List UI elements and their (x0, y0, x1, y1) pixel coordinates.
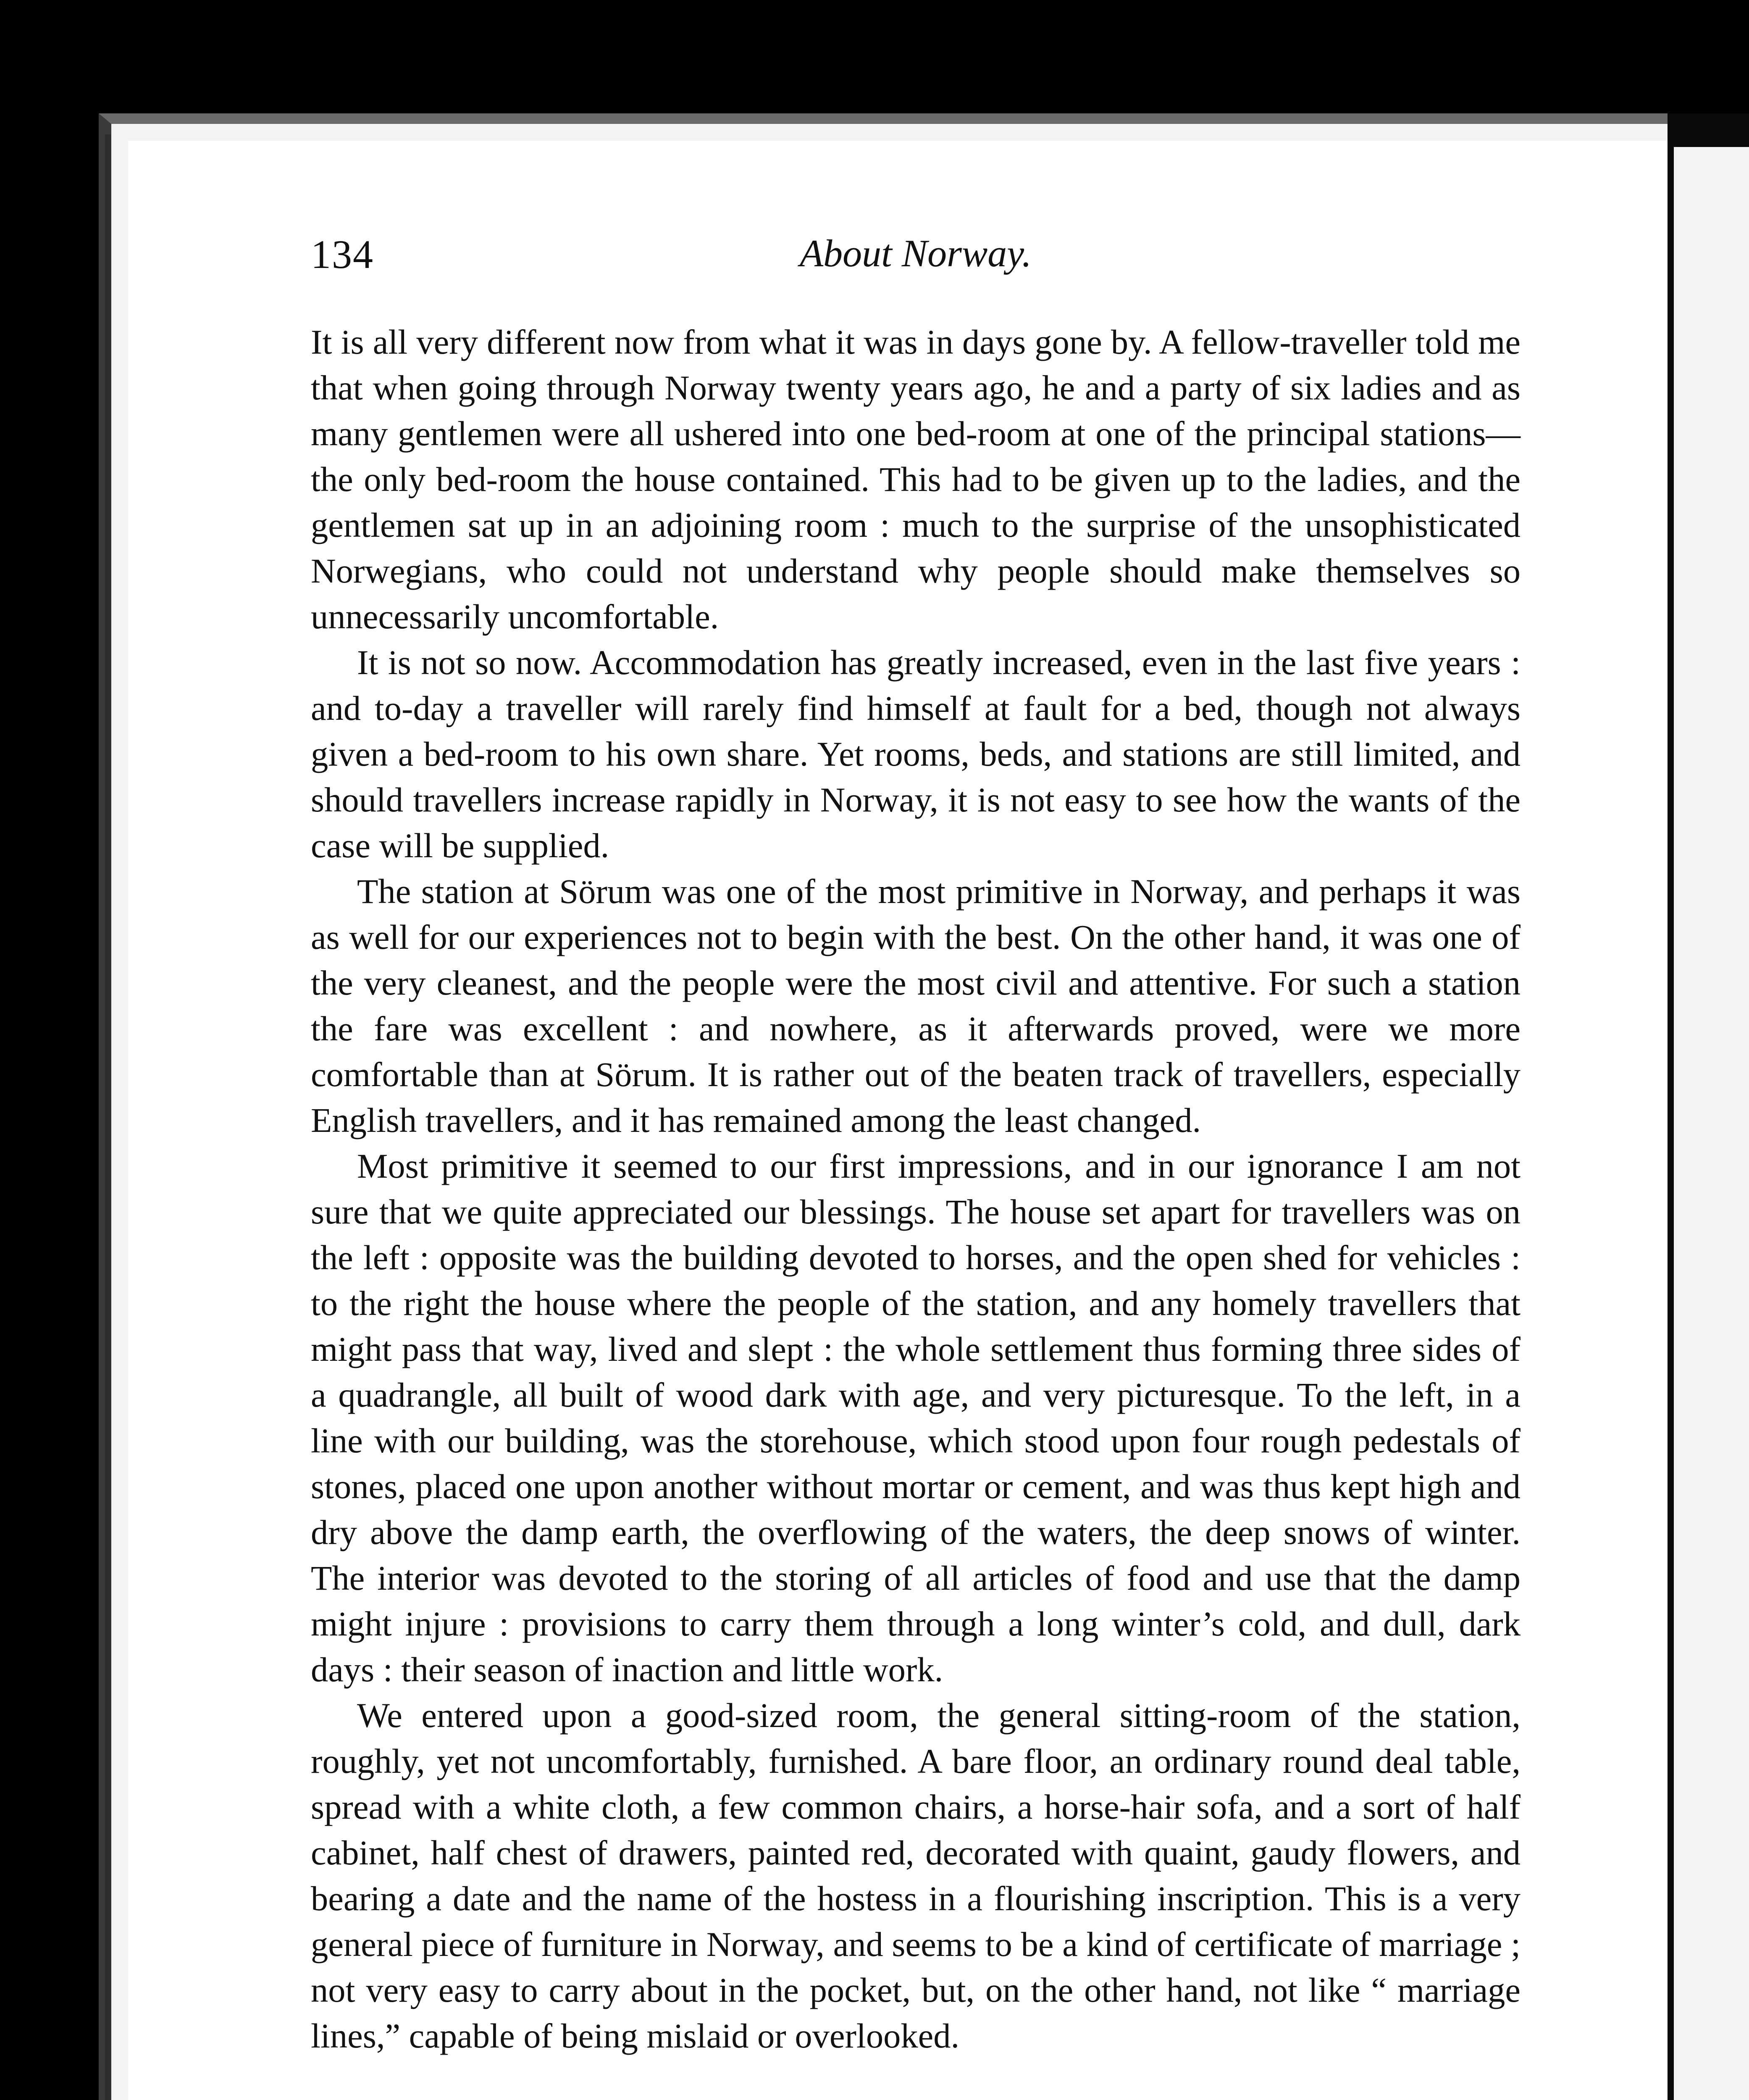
running-head (311, 231, 1521, 290)
paragraph-1: It is all very different now from what it was in days gone by. A fellow-traveller told me that when going through Norway twenty years ago, he and a party of six ladies and as many gentlemen were all ushered into one bed-room at one of the principal stations—the only bed-room the house contained. This had to be given up to the ladies, and the gentlemen sat up in an adjoining room : much to the surprise of the unsophisticated Norwegians, who could not understand why people should make themselves so unnecessarily uncomfortable. (311, 323, 1521, 636)
page-inner-edge (105, 134, 111, 2100)
running-title: About Norway. (799, 232, 1032, 275)
next-page-edge (1674, 147, 1749, 2100)
paragraph-5: We entered upon a good-sized room, the general sitting-room of the station, roughly, yet not uncomfortably, furnished. A bare floor, an ordinary round deal table, spread with a white cloth, a few common chairs, a horse-hair sofa, and a sort of half cabinet, half chest of drawers, painted red, decorated with quaint, gaudy flowers, and bearing a date and the name of the hostess in a flourishing inscription. This is a very general piece of furniture in Norway, and seems to be a kind of certificate of marriage ; not very easy to carry about in the pocket, but, on the other hand, not like “ marriage lines,” capable of being mislaid or overlooked. (311, 1696, 1521, 2055)
paragraph-2: It is not so now. Accommodation has greatly increased, even in the last five years : and to-day a traveller will rarely find himself at fault for a bed, though not always given a bed-room to his own share. Yet rooms, beds, and stations are still limited, and should travellers increase rapidly in Norway, it is not easy to see how the wants of the case will be supplied. (311, 643, 1521, 865)
paragraph-3: The station at Sörum was one of the most primitive in Norway, and perhaps it was as well for our experiences not to begin with the best. On the other hand, it was one of the very cleanest, and the people were the most civil and attentive. For such a station the fare was excellent : and nowhere, as it afterwards proved, were we more comfortable than at Sörum. It is rather out of the beaten track of travellers, especially English travellers, and it has remained among the least changed. (311, 872, 1521, 1139)
paragraph-4: Most primitive it seemed to our first impressions, and in our ignorance I am not sure that we quite appreciated our blessings. The house set apart for travellers was on the left : opposite was the building devoted to horses, and the open shed for vehicles : to the right the house where the people of the station, and any homely travellers that might pass that way, lived and slept : the whole settlement thus forming three sides of a quadrangle, all built of wood dark with age, and very picturesque. To the left, in a line with our building, was the storehouse, which stood upon four rough pedestals of stones, placed one upon another without mortar or cement, and was thus kept high and dry above the damp earth, the overflowing of the waters, the deep snows of winter. The interior was devoted to the storing of all articles of food and use that the damp might injure : provisions to carry them through a long winter’s cold, and dull, dark days : their season of inaction and little work. (311, 1147, 1521, 1689)
body-text (311, 319, 1521, 2059)
page-number: 134 (311, 232, 374, 277)
